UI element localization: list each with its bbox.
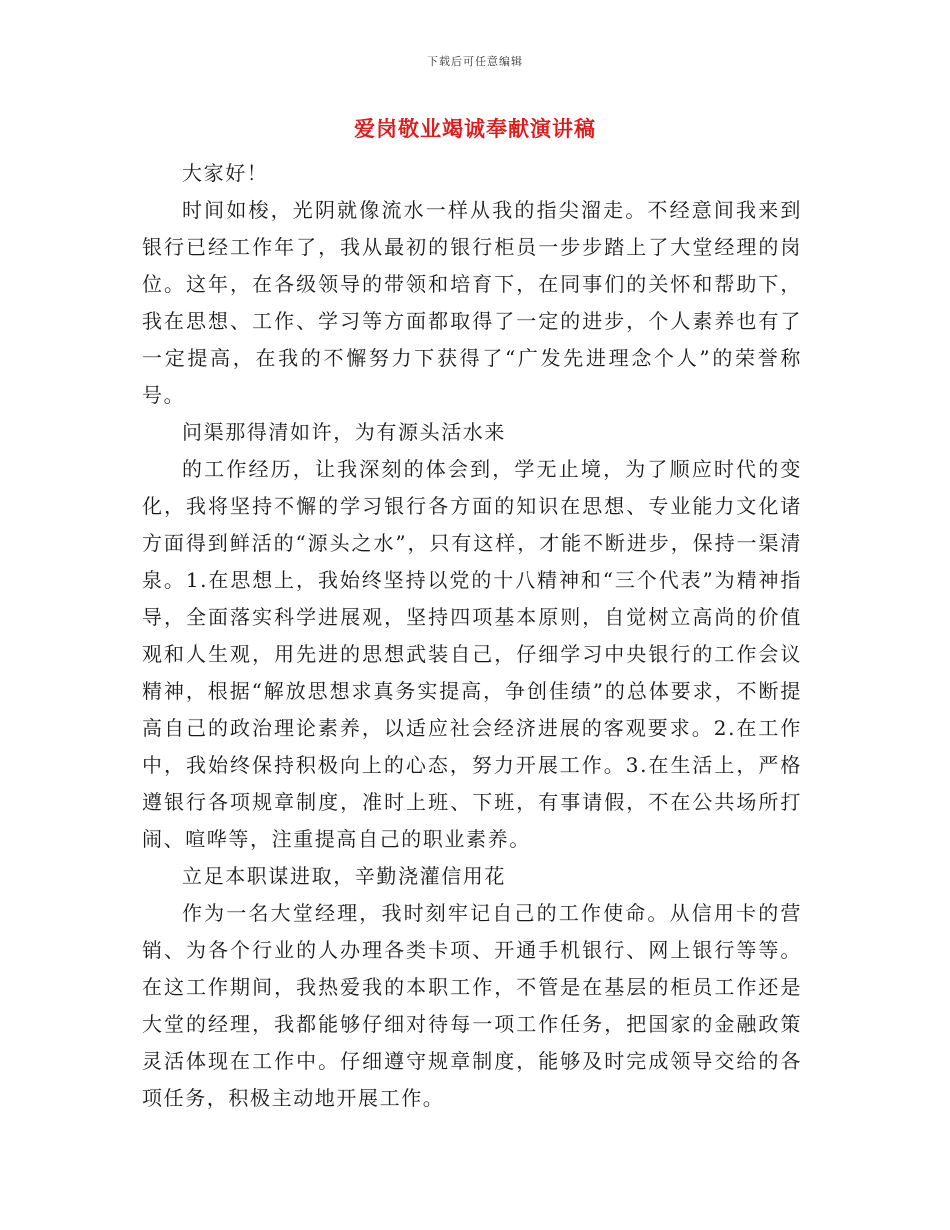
- document-body: [142, 155, 802, 1117]
- document-title: 爱岗敬业竭诚奉献演讲稿: [354, 116, 596, 141]
- header-note: 下载后可任意编辑: [427, 55, 523, 68]
- paragraph-work: 作为一名大堂经理，我时刻牢记自己的工作使命。从信用卡的营销、为各个行业的人办理各类卡项、开通手机银行、网上银行等等。在这工作期间，我热爱我的本职工作，不管是在基层的柜员工作还是大堂的经理，我都能够仔细对待每一项工作任务，把国家的金融政策灵活体现在工作中。仔细遵守规章制度，能够及时完成领导交给的各项任务，积极主动地开展工作。: [142, 901, 802, 1110]
- paragraph-learning: 的工作经历，让我深刻的体会到，学无止境，为了顺应时代的变化，我将坚持不懈的学习银行各方面的知识在思想、专业能力文化诸方面得到鲜活的“源头之水”，只有这样，才能不断进步，保持一渠清泉。1.在思想上，我始终坚持以党的十八精神和“三个代表”为精神指导，全面落实科学进展观，坚持四项基本原则，自觉树立高尚的价值观和人生观，用先进的思想武装自己，仔细学习中央银行的工作会议精神，根据“解放思想求真务实提高，争创佳绩”的总体要求，不断提高自己的政治理论素养，以适应社会经济进展的客观要求。2.在工作中，我始终保持积极向上的心态，努力开展工作。3.在生活上，严格遵银行各项规章制度，准时上班、下班，有事请假，不在公共场所打闹、喧哗等，注重提高自己的职业素养。: [142, 457, 802, 851]
- section-heading-1: 问渠那得清如许，为有源头活水来: [182, 420, 506, 444]
- section-heading-2: 立足本职谋进取，辛勤浇灌信用花: [182, 864, 506, 888]
- paragraph-intro: 时间如梭，光阴就像流水一样从我的指尖溜走。不经意间我来到银行已经工作年了，我从最初的银行柜员一步步踏上了大堂经理的岗位。这年，在各级领导的带领和培育下，在同事们的关怀和帮助下，我在思想、工作、学习等方面都取得了一定的进步，个人素养也有了一定提高，在我的不懈努力下获得了“广发先进理念个人”的荣誉称号。: [142, 198, 802, 407]
- greeting: 大家好！: [182, 161, 269, 185]
